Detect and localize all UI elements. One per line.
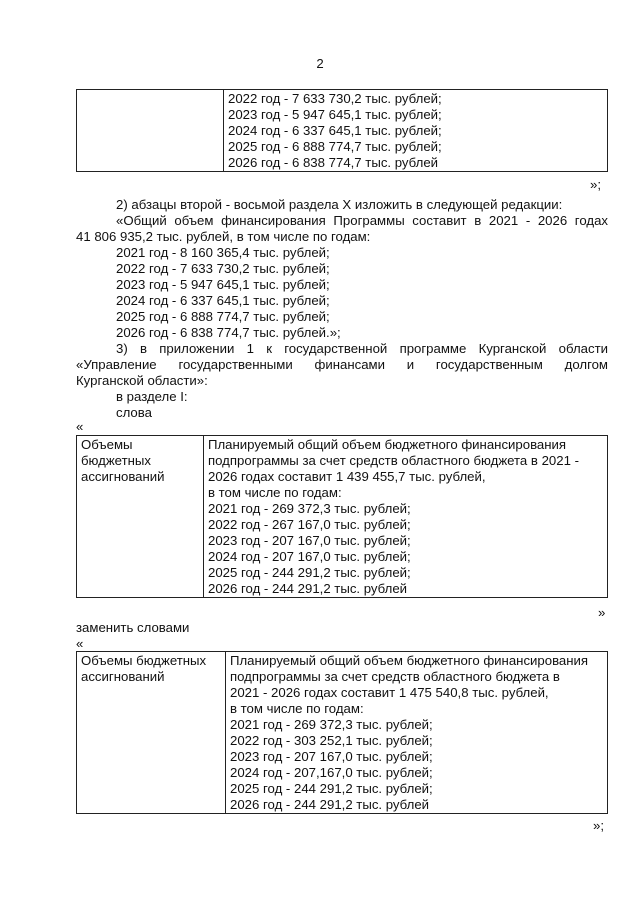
table-top-line: 2022 год - 7 633 730,2 тыс. рублей; (228, 91, 442, 106)
close-quote: »; (590, 177, 601, 192)
table-old-left-cell (77, 436, 204, 598)
table-new-line: Планируемый общий объем бюджетного финансирования (230, 653, 589, 668)
item2-year-line: 2023 год - 5 947 645,1 тыс. рублей; (116, 277, 330, 292)
table-new-left-cell (77, 652, 226, 814)
table-top-continuation (76, 89, 608, 172)
table-new-line: 2026 год - 244 291,2 тыс. рублей (230, 797, 430, 812)
table-old-line: подпрограммы за счет средств областного бюджета в 2021 - (208, 453, 579, 468)
table-old-line: 2023 год - 207 167,0 тыс. рублей; (208, 533, 411, 548)
table-new-left-line: Объемы бюджетных (81, 653, 207, 668)
open-quote: « (76, 636, 84, 651)
item2-paragraph-line: 41 806 935,2 тыс. рублей, в том числе по годам: (76, 229, 371, 244)
table-new-line: в том числе по годам: (230, 701, 364, 716)
item3-line: «Управление государственными финансами и государственным долгом (76, 357, 608, 372)
page-number: 2 (316, 56, 324, 71)
table-old-values (76, 435, 608, 598)
item2-year-line: 2021 год - 8 160 365,4 тыс. рублей; (116, 245, 330, 260)
table-old-left-line: бюджетных (81, 453, 151, 468)
table-top-line: 2025 год - 6 888 774,7 тыс. рублей; (228, 139, 442, 154)
table-new-line: 2021 год - 269 372,3 тыс. рублей; (230, 717, 433, 732)
table-old-line: 2026 годах составит 1 439 455,7 тыс. рублей, (208, 469, 486, 484)
table-old-left-line: Объемы (81, 437, 133, 452)
table-new-line: 2023 год - 207 167,0 тыс. рублей; (230, 749, 433, 764)
item2-year-line: 2026 год - 6 838 774,7 тыс. рублей.»; (116, 325, 341, 340)
item3-section: в разделе I: (116, 389, 188, 404)
table-top-right-cell (224, 90, 608, 172)
table-new-right-cell (226, 652, 608, 814)
table-top-line: 2026 год - 6 838 774,7 тыс. рублей (228, 155, 439, 170)
table-top-line: 2024 год - 6 337 645,1 тыс. рублей; (228, 123, 442, 138)
table-new-left-line: ассигнований (81, 669, 165, 684)
replace-label: заменить словами (76, 620, 190, 635)
item3-line: 3) в приложении 1 к государственной программе Курганской области (116, 341, 608, 356)
table-old-line: в том числе по годам: (208, 485, 342, 500)
table-old-line: Планируемый общий объем бюджетного финансирования (208, 437, 567, 452)
table-new-line: 2025 год - 244 291,2 тыс. рублей; (230, 781, 433, 796)
table-old-line: 2026 год - 244 291,2 тыс. рублей (208, 581, 408, 596)
item2-year-line: 2022 год - 7 633 730,2 тыс. рублей; (116, 261, 330, 276)
table-top-left-cell (77, 90, 224, 172)
close-quote: » (598, 605, 606, 620)
table-new-line: 2024 год - 207,167,0 тыс. рублей; (230, 765, 433, 780)
table-old-line: 2022 год - 267 167,0 тыс. рублей; (208, 517, 411, 532)
table-old-right-cell (204, 436, 608, 598)
table-old-line: 2021 год - 269 372,3 тыс. рублей; (208, 501, 411, 516)
item2-year-line: 2024 год - 6 337 645,1 тыс. рублей; (116, 293, 330, 308)
table-new-line: 2021 - 2026 годах составит 1 475 540,8 тыс. рублей, (230, 685, 549, 700)
table-top-line: 2023 год - 5 947 645,1 тыс. рублей; (228, 107, 442, 122)
item2-paragraph-line: «Общий объем финансирования Программы составит в 2021 - 2026 годах (116, 213, 608, 228)
item2-heading: 2) абзацы второй - восьмой раздела X изложить в следующей редакции: (116, 197, 563, 212)
item3-words: слова (116, 405, 152, 420)
table-old-line: 2025 год - 244 291,2 тыс. рублей; (208, 565, 411, 580)
close-quote: »; (593, 818, 604, 833)
table-new-values (76, 651, 608, 814)
table-old-line: 2024 год - 207 167,0 тыс. рублей; (208, 549, 411, 564)
table-old-left-line: ассигнований (81, 469, 165, 484)
table-new-line: 2022 год - 303 252,1 тыс. рублей; (230, 733, 433, 748)
item3-line: Курганской области»: (76, 373, 208, 388)
table-new-line: подпрограммы за счет средств областного бюджета в (230, 669, 560, 684)
open-quote: « (76, 419, 84, 434)
item2-year-line: 2025 год - 6 888 774,7 тыс. рублей; (116, 309, 330, 324)
